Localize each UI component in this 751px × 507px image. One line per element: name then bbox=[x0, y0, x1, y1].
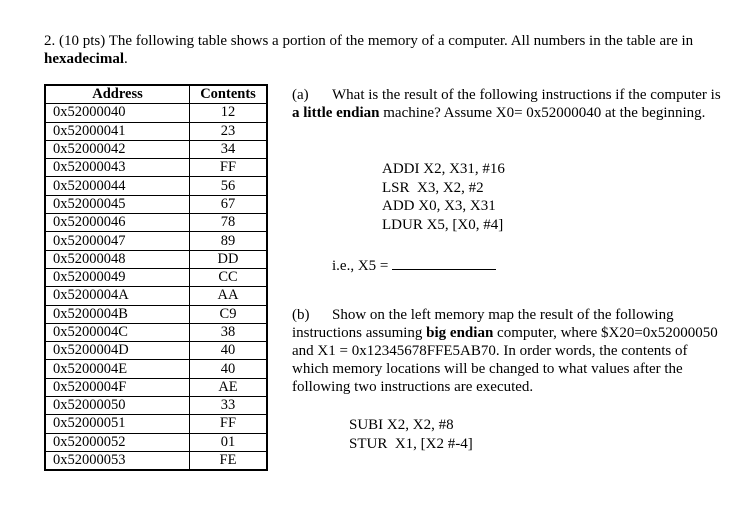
contents-cell: 33 bbox=[190, 397, 268, 415]
table-row bbox=[45, 140, 267, 158]
address-cell: 0x52000050 bbox=[45, 397, 190, 415]
memory-table bbox=[44, 84, 268, 471]
contents-cell: DD bbox=[190, 250, 268, 268]
address-cell: 0x52000044 bbox=[45, 177, 190, 195]
code-line: ADDI X2, X31, #16 bbox=[382, 161, 505, 177]
contents-cell: 89 bbox=[190, 232, 268, 250]
contents-cell: AE bbox=[190, 378, 268, 396]
contents-cell: 01 bbox=[190, 433, 268, 451]
code-line: LSR X3, X2, #2 bbox=[382, 179, 484, 196]
address-cell: 0x52000048 bbox=[45, 250, 190, 268]
address-cell: 0x52000045 bbox=[45, 195, 190, 213]
table-row bbox=[45, 268, 267, 286]
part-b-label: (b) bbox=[292, 307, 310, 323]
address-cell: 0x52000043 bbox=[45, 159, 190, 177]
contents-cell: C9 bbox=[190, 305, 268, 323]
question-intro bbox=[44, 32, 734, 68]
table-row bbox=[45, 122, 267, 140]
part-a-bold: a little endian bbox=[292, 105, 380, 121]
table-row bbox=[45, 159, 267, 177]
address-cell: 0x5200004C bbox=[45, 323, 190, 341]
table-header-row bbox=[45, 85, 267, 104]
address-cell: 0x52000046 bbox=[45, 214, 190, 232]
address-cell: 0x52000042 bbox=[45, 140, 190, 158]
code-line: SUBI X2, X2, #8 bbox=[349, 417, 454, 433]
table-row bbox=[45, 214, 267, 232]
part-b-bold: big endian bbox=[426, 325, 494, 341]
part-b-text-after: computer, where $X20=0x52000050 and X1 = 0x12345678FFE5AB70. In order words, the contents of which memory locations will be changed to what values after the following two instructions are executed. bbox=[292, 325, 718, 395]
answer-prefix: i.e., X5 = bbox=[332, 258, 393, 274]
contents-cell: 78 bbox=[190, 214, 268, 232]
address-cell: 0x52000047 bbox=[45, 232, 190, 250]
contents-cell: 67 bbox=[190, 195, 268, 213]
header-contents: Contents bbox=[190, 85, 268, 104]
table-row bbox=[45, 287, 267, 305]
address-cell: 0x52000053 bbox=[45, 451, 190, 470]
table-row bbox=[45, 342, 267, 360]
part-a-question bbox=[292, 86, 722, 122]
part-b-text-before: Show on the left memory map the result of the following instructions assuming bbox=[292, 307, 674, 341]
intro-text: 2. (10 pts) The following table shows a portion of the memory of a computer. All numbers in the table are in bbox=[44, 33, 694, 49]
address-cell: 0x5200004E bbox=[45, 360, 190, 378]
part-a-text-before: What is the result of the following instructions if the computer is bbox=[332, 87, 721, 103]
address-cell: 0x5200004A bbox=[45, 287, 190, 305]
address-cell: 0x52000051 bbox=[45, 415, 190, 433]
part-a-answer bbox=[332, 255, 496, 275]
part-a-code bbox=[382, 160, 505, 234]
table-row bbox=[45, 232, 267, 250]
contents-cell: 40 bbox=[190, 342, 268, 360]
memory-table-body bbox=[45, 104, 267, 470]
part-b-question bbox=[292, 306, 722, 396]
part-a-label: (a) bbox=[292, 87, 309, 103]
contents-cell: CC bbox=[190, 268, 268, 286]
table-row bbox=[45, 378, 267, 396]
intro-end: . bbox=[124, 51, 128, 67]
part-a-text-after: machine? Assume X0= 0x52000040 at the beginning. bbox=[379, 105, 706, 121]
address-cell: 0x5200004F bbox=[45, 378, 190, 396]
contents-cell: 40 bbox=[190, 360, 268, 378]
address-cell: 0x52000052 bbox=[45, 433, 190, 451]
contents-cell: FF bbox=[190, 159, 268, 177]
table-row bbox=[45, 177, 267, 195]
address-cell: 0x52000040 bbox=[45, 104, 190, 122]
contents-cell: AA bbox=[190, 287, 268, 305]
table-row bbox=[45, 104, 267, 122]
table-row bbox=[45, 305, 267, 323]
table-row bbox=[45, 195, 267, 213]
contents-cell: 23 bbox=[190, 122, 268, 140]
contents-cell: 12 bbox=[190, 104, 268, 122]
table-row bbox=[45, 415, 267, 433]
contents-cell: 38 bbox=[190, 323, 268, 341]
contents-cell: 56 bbox=[190, 177, 268, 195]
intro-bold: hexadecimal bbox=[44, 51, 124, 67]
part-b-code bbox=[349, 416, 473, 453]
contents-cell: FF bbox=[190, 415, 268, 433]
table-row bbox=[45, 451, 267, 470]
header-address: Address bbox=[45, 85, 190, 104]
table-row bbox=[45, 433, 267, 451]
code-line: ADD X0, X3, X31 bbox=[382, 198, 496, 214]
table-row bbox=[45, 397, 267, 415]
address-cell: 0x5200004B bbox=[45, 305, 190, 323]
contents-cell: 34 bbox=[190, 140, 268, 158]
table-row bbox=[45, 250, 267, 268]
address-cell: 0x52000041 bbox=[45, 122, 190, 140]
contents-cell: FE bbox=[190, 451, 268, 470]
address-cell: 0x5200004D bbox=[45, 342, 190, 360]
code-line: LDUR X5, [X0, #4] bbox=[382, 216, 504, 233]
code-line: STUR X1, [X2 #-4] bbox=[349, 435, 473, 452]
table-row bbox=[45, 360, 267, 378]
address-cell: 0x52000049 bbox=[45, 268, 190, 286]
answer-blank[interactable] bbox=[392, 255, 496, 270]
table-row bbox=[45, 323, 267, 341]
